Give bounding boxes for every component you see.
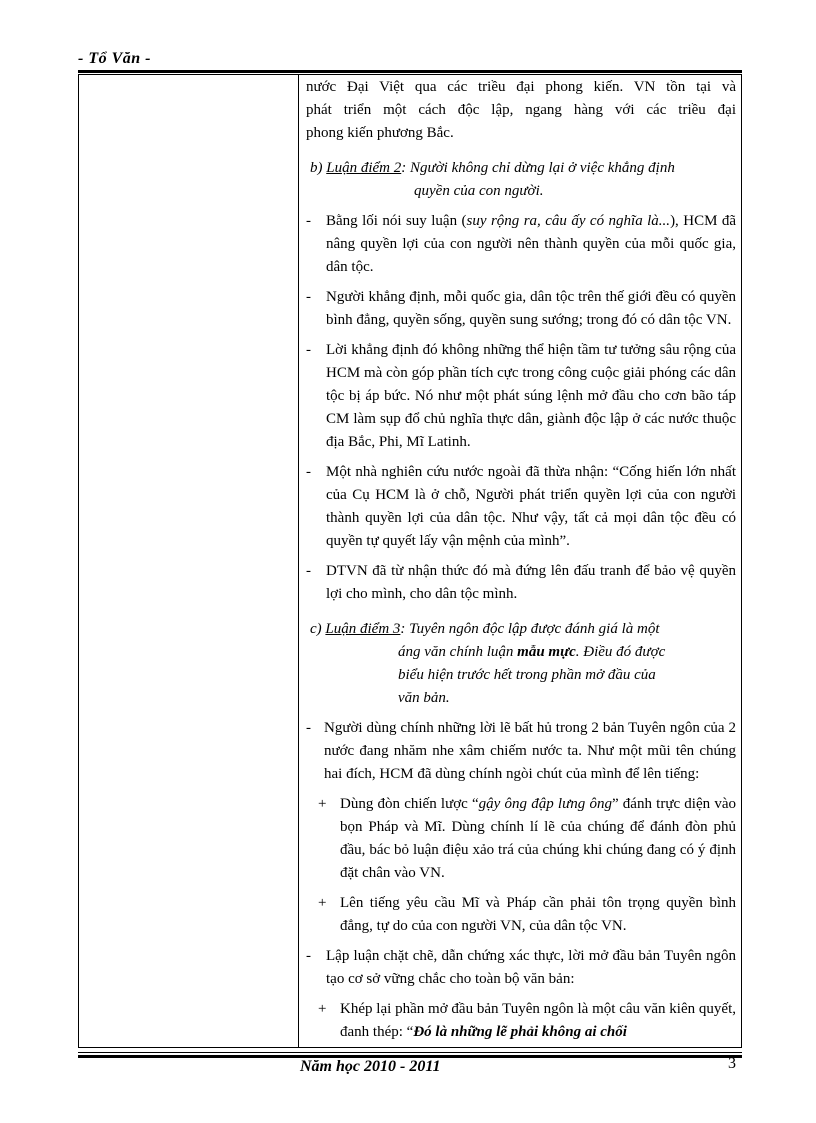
list-item-text <box>314 717 736 786</box>
intro-paragraph <box>306 76 736 145</box>
list-item-text-pre: Bằng lối nói suy luận ( <box>326 213 467 229</box>
sub-item-text-quote: Đó là những lẽ phải không ai chối <box>413 1024 627 1040</box>
sub-item-text-pre: Khép lại phần mở đầu bản Tuyên ngôn là một câu văn kiên quyết, đanh thép: “ <box>340 1001 736 1040</box>
list-item-text-emphasis: suy rộng ra, câu ấy có nghĩa là... <box>466 213 671 229</box>
sub-list-item <box>318 998 736 1044</box>
list-item <box>306 945 736 991</box>
plus-bullet: + <box>318 796 327 812</box>
intro-line: phát triển một cách độc lập, ngang hàng với các triều đại <box>306 102 736 118</box>
dash-bullet: - <box>306 289 311 305</box>
footer-rule-thin <box>78 1052 742 1053</box>
list-item-text: Người khẳng định, mỗi quốc gia, dân tộc trên thế giới đều có quyền bình đẳng, quyền sống, quyền sung sướng; trong đó có dân tộc VN. <box>326 289 736 328</box>
sub-list-item <box>318 892 736 938</box>
list-item-text: Lập luận chặt chẽ, dẫn chứng xác thực, lời mở đầu bản Tuyên ngôn tạo cơ sở vững chắc cho toàn bộ văn bản: <box>326 948 736 987</box>
list-item-text: Lời khẳng định đó không những thể hiện tầm tư tưởng sâu rộng của HCM mà còn góp phần tích cực trong công cuộc giải phóng các dân tộc bị áp bức. Nó như một phát súng lệnh mở đầu cho cơn bão táp CM làm sụp đổ chủ nghĩa thực dân, giành độc lập ở các nước thuộc địa Bắc, Phi, Mĩ Latinh. <box>326 342 736 450</box>
sub-item-text-emphasis: gậy ông đập lưng ông <box>478 796 612 812</box>
list-item <box>306 339 736 454</box>
table-column-divider <box>298 74 299 1048</box>
point-c-line2-pre: áng văn chính luận <box>398 644 518 660</box>
dash-bullet: - <box>306 342 311 358</box>
point-c-title-line3: biểu hiện trước hết trong phần mở đầu của <box>398 667 656 683</box>
plus-bullet: + <box>318 895 327 911</box>
plus-bullet: + <box>318 1001 327 1017</box>
point-c-line2-bold: mẫu mực <box>517 644 576 660</box>
list-item <box>306 286 736 332</box>
list-item <box>306 717 736 786</box>
point-b-title-line2: quyền của con người. <box>414 183 544 199</box>
sub-item-text-pre: Dùng đòn chiến lược “ <box>340 796 479 812</box>
point-c-title-line4: văn bản. <box>398 690 450 706</box>
intro-line: nước Đại Việt qua các triều đại phong kiến. VN tồn tại và <box>306 79 736 95</box>
point-b-heading <box>306 157 736 203</box>
list-item <box>306 210 736 279</box>
page-number: 3 <box>728 1055 736 1072</box>
header-rule-thick <box>78 70 742 73</box>
list-item-text-post: ), HCM đã nâng quyền lợi của con người nên thành quyền của mỗi quốc gia, dân tộc. <box>326 213 737 275</box>
list-item-text: DTVN đã từ nhận thức đó mà đứng lên đấu tranh để bảo vệ quyền lợi cho mình, cho dân tộc mình. <box>326 563 736 602</box>
point-b-title-rest: : Người không chỉ dừng lại ở việc khẳng định <box>401 160 675 176</box>
intro-line: phong kiến phương Bắc. <box>306 125 454 141</box>
point-b-title: Luận điểm 2 <box>326 160 402 176</box>
footer-school-year: Năm học 2010 - 2011 <box>300 1058 441 1075</box>
point-c-heading <box>306 618 736 710</box>
point-c-title-rest: : Tuyên ngôn độc lập được đánh giá là một <box>400 621 660 637</box>
list-item <box>306 560 736 606</box>
dash-bullet: - <box>306 464 311 480</box>
list-item-text: Một nhà nghiên cứu nước ngoài đã thừa nhận: “Cống hiến lớn nhất của Cụ HCM là ở chỗ, Người phát triển quyền lợi của con người thành quyền lợi của dân tộc. Như vậy, tất cả mọi dân tộc đều có quyền tự quyết lấy vận mệnh của mình”. <box>326 464 736 549</box>
list-item-text-body: Người dùng chính những lời lẽ bất hủ trong 2 bản Tuyên ngôn của 2 nước đang nhăm nhe xâm chiếm nước ta. Như một mũi tên chúng hai đích, HCM đã dùng chính ngòi chút của mình để lên tiếng: <box>324 720 736 782</box>
point-c-label: c) <box>310 621 322 637</box>
dash-bullet: - <box>306 948 311 964</box>
content-column <box>306 76 736 1044</box>
dash-bullet: - <box>306 720 311 736</box>
sub-item-text-post: ” đánh trực diện vào bọn Pháp và Mĩ. Dùng chính lí lẽ của chúng để đánh đòn phủ đầu, bác bỏ luận điệu xảo trá của chúng khi chúng đang có ý định đặt chân vào VN. <box>340 796 736 881</box>
dash-bullet: - <box>306 213 311 229</box>
sub-item-text: Lên tiếng yêu cầu Mĩ và Pháp cần phải tôn trọng quyền bình đẳng, tự do của con người VN, của dân tộc VN. <box>340 895 736 934</box>
point-c-line2-post: . Điều đó được <box>575 644 666 660</box>
point-c-title-line2 <box>306 641 736 664</box>
dash-bullet: - <box>306 563 311 579</box>
sub-list-item <box>318 793 736 885</box>
list-item <box>306 461 736 553</box>
point-b-label: b) <box>310 160 323 176</box>
point-c-title: Luận điểm 3 <box>325 621 401 637</box>
header-title: - Tổ Văn - <box>78 50 151 67</box>
